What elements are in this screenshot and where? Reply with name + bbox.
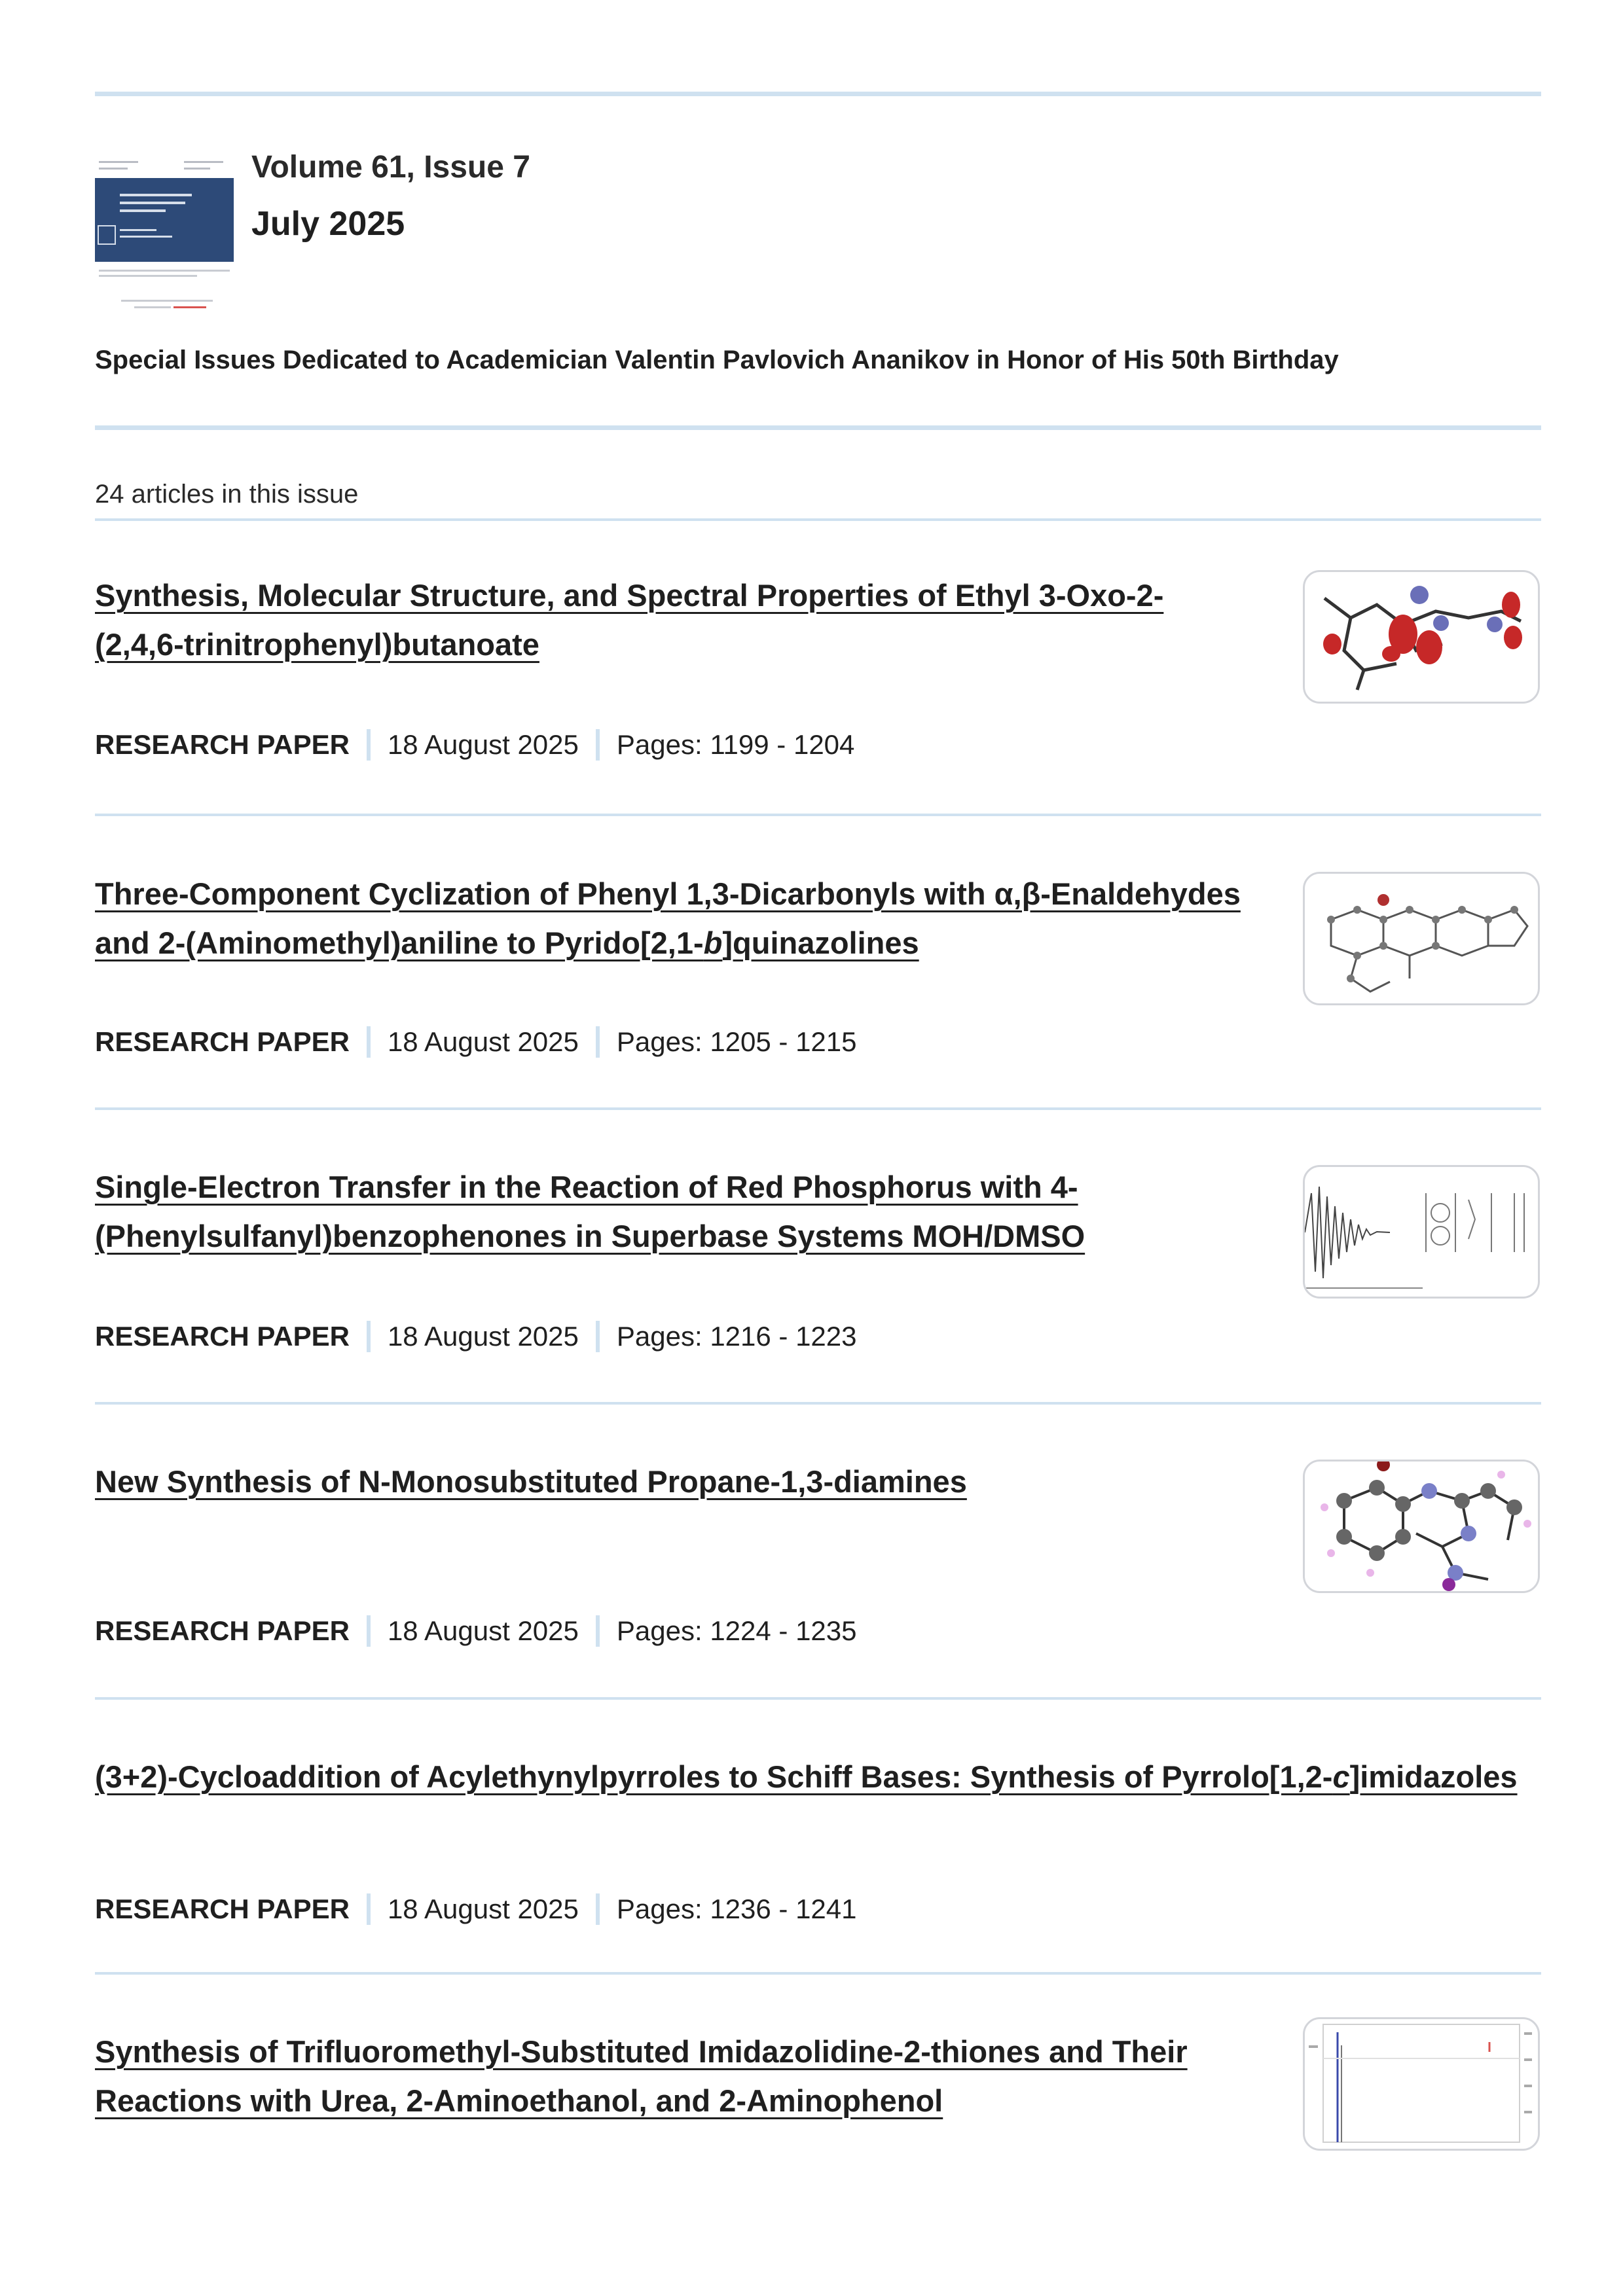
article-pages: Pages: 1224 - 1235 bbox=[616, 1615, 857, 1646]
crystal-structure-thumbnail-icon[interactable] bbox=[1303, 872, 1540, 1005]
list-divider bbox=[95, 518, 1541, 521]
special-issue-note: Special Issues Dedicated to Academician Valentin Pavlovich Ananikov in Honor of His 50th Birthday bbox=[95, 346, 1339, 374]
meta-separator bbox=[367, 1893, 371, 1925]
header-divider bbox=[95, 425, 1541, 430]
meta-separator bbox=[367, 1321, 371, 1352]
article-type: RESEARCH PAPER bbox=[95, 729, 350, 760]
article-title-link[interactable] bbox=[95, 869, 1247, 967]
article-pages: Pages: 1236 - 1241 bbox=[616, 1893, 857, 1924]
article-title-text[interactable]: Synthesis, Molecular Structure, and Spectral Properties of Ethyl 3-Oxo-2-(2,4,6-trinitrophenyl)butanoate bbox=[95, 578, 1164, 662]
article-title-text[interactable]: Single-Electron Transfer in the Reaction of Red Phosphorus with 4-(Phenylsulfanyl)benzophenones in Superbase Systems MOH/DMSO bbox=[95, 1170, 1085, 1253]
cover-footer bbox=[95, 266, 234, 321]
cover-header bbox=[95, 157, 234, 177]
article-date: 18 August 2025 bbox=[387, 1026, 579, 1057]
article-meta bbox=[95, 1026, 857, 1058]
top-divider bbox=[95, 92, 1541, 96]
article-meta bbox=[95, 1893, 857, 1925]
journal-cover-image[interactable] bbox=[95, 157, 234, 321]
meta-separator bbox=[367, 1615, 371, 1647]
article-divider bbox=[95, 814, 1541, 816]
article-date: 18 August 2025 bbox=[387, 1615, 579, 1646]
article-divider bbox=[95, 1697, 1541, 1700]
article-title-link[interactable] bbox=[95, 1752, 1522, 1801]
meta-separator bbox=[596, 1893, 600, 1925]
meta-separator bbox=[367, 729, 371, 761]
article-meta bbox=[95, 729, 854, 761]
article-date: 18 August 2025 bbox=[387, 1893, 579, 1924]
article-type: RESEARCH PAPER bbox=[95, 1026, 350, 1057]
article-title-link[interactable] bbox=[95, 1457, 1247, 1506]
epr-spectrum-thumbnail-icon[interactable] bbox=[1303, 1165, 1540, 1299]
article-type: RESEARCH PAPER bbox=[95, 1321, 350, 1352]
meta-separator bbox=[596, 1321, 600, 1352]
article-title-link[interactable] bbox=[95, 571, 1247, 669]
article-divider bbox=[95, 1402, 1541, 1405]
volume-issue-label: Volume 61, Issue 7 bbox=[251, 150, 530, 185]
article-title-text[interactable]: New Synthesis of N-Monosubstituted Propane-1,3-diamines bbox=[95, 1464, 967, 1499]
article-meta bbox=[95, 1321, 857, 1352]
article-type: RESEARCH PAPER bbox=[95, 1893, 350, 1924]
article-title-text[interactable]: (3+2)-Cycloaddition of Acylethynylpyrroles to Schiff Bases: Synthesis of Pyrrolo[1,2-c]imidazoles bbox=[95, 1759, 1518, 1794]
article-pages: Pages: 1205 - 1215 bbox=[616, 1026, 857, 1057]
issue-date: July 2025 bbox=[251, 205, 405, 243]
molecular-structure-thumbnail-icon[interactable] bbox=[1303, 570, 1540, 704]
article-title-text[interactable]: Synthesis of Trifluoromethyl-Substituted Imidazolidine-2-thiones and Their Reactions with Urea, 2-Aminoethanol, and 2-Aminophenol bbox=[95, 2034, 1188, 2118]
article-date: 18 August 2025 bbox=[387, 729, 579, 760]
article-title-link[interactable] bbox=[95, 2027, 1247, 2125]
spectrum-thumbnail-icon[interactable] bbox=[1303, 2017, 1540, 2151]
meta-separator bbox=[596, 1026, 600, 1058]
article-title-text[interactable]: Three-Component Cyclization of Phenyl 1,3-Dicarbonyls with α,β-Enaldehydes and 2-(Aminomethyl)aniline to Pyrido[2,1-b]quinazolines bbox=[95, 876, 1241, 960]
article-count: 24 articles in this issue bbox=[95, 480, 359, 509]
article-divider bbox=[95, 1107, 1541, 1110]
article-type: RESEARCH PAPER bbox=[95, 1615, 350, 1646]
meta-separator bbox=[596, 729, 600, 761]
meta-separator bbox=[367, 1026, 371, 1058]
cover-panel bbox=[95, 178, 234, 262]
article-divider bbox=[95, 1972, 1541, 1975]
meta-separator bbox=[596, 1615, 600, 1647]
article-title-link[interactable] bbox=[95, 1162, 1247, 1261]
article-pages: Pages: 1216 - 1223 bbox=[616, 1321, 857, 1352]
article-date: 18 August 2025 bbox=[387, 1321, 579, 1352]
article-pages: Pages: 1199 - 1204 bbox=[616, 729, 855, 760]
cover-emblem-icon bbox=[98, 225, 116, 245]
article-meta bbox=[95, 1615, 857, 1647]
molecular-structure-thumbnail-icon[interactable] bbox=[1303, 1460, 1540, 1593]
